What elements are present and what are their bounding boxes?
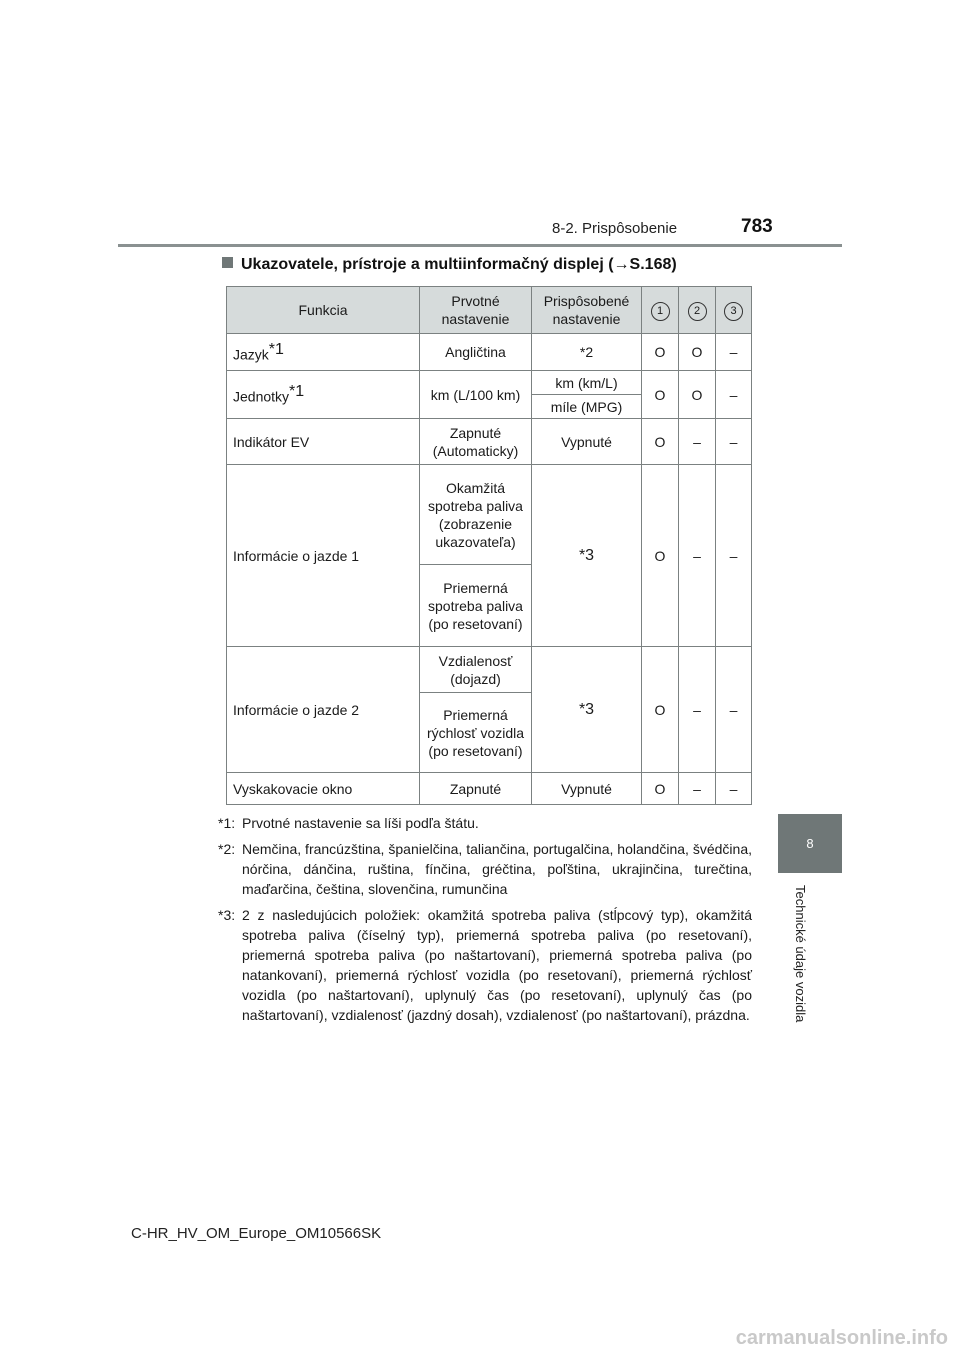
- page-number: 783: [741, 216, 773, 237]
- chapter-tab-label: Technické údaje vozidla: [793, 885, 808, 1023]
- cell-custom: km (km/L): [532, 371, 642, 395]
- cell-c2: –: [679, 773, 716, 805]
- footnote-1: [218, 813, 752, 833]
- square-bullet-icon: [222, 257, 233, 268]
- cell-c2: O: [679, 371, 716, 419]
- cell-custom: míle (MPG): [532, 395, 642, 419]
- document-code: C-HR_HV_OM_Europe_OM10566SK: [131, 1225, 382, 1242]
- cell-c3: –: [716, 419, 752, 465]
- cell-custom: Vypnuté: [532, 419, 642, 465]
- header-col-1: [642, 287, 679, 334]
- cell-c1: O: [642, 334, 679, 371]
- header-function: Funkcia: [227, 287, 420, 334]
- circled-number-1-icon: 1: [651, 302, 670, 321]
- footnote-text: Nemčina, francúzština, španielčina, taliančina, portugalčina, holandčina, švédčina, nórčina, dánčina, ruština, fínčina, gréčtina, poľština, ukrajinčina, turečtina, maďarčina, čeština, slovenčina, rumunčina: [242, 841, 752, 897]
- cell-c3: –: [716, 465, 752, 647]
- circled-number-3-icon: 3: [724, 302, 743, 321]
- cell-function: Jednotky$^{*1}$: [227, 371, 420, 419]
- footnote-2: [218, 839, 752, 899]
- table-row: [227, 334, 752, 371]
- cell-default: Priemerná rýchlosť vozidla (po resetovaní): [420, 693, 532, 773]
- cell-c1: O: [642, 465, 679, 647]
- cell-c1: O: [642, 371, 679, 419]
- section-title: [222, 256, 677, 274]
- watermark: carmanualsonline.info: [735, 1327, 948, 1349]
- cell-c3: –: [716, 647, 752, 773]
- cell-default: Zapnuté (Automaticky): [420, 419, 532, 465]
- header-default: Prvotné nastavenie: [420, 287, 532, 334]
- footnote-mark: *3:: [218, 907, 236, 923]
- footnote-mark: *2:: [218, 841, 236, 857]
- cell-c2: –: [679, 419, 716, 465]
- cell-c3: –: [716, 334, 752, 371]
- cell-custom: *3: [532, 647, 642, 773]
- chapter-tab: 8: [778, 814, 842, 873]
- cell-function: Jazyk$^{*1}$: [227, 334, 420, 371]
- cell-custom: *2: [532, 334, 642, 371]
- section-title-text: Ukazovatele, prístroje a multiinformačný displej (→S.168): [241, 256, 677, 273]
- table-row: [227, 419, 752, 465]
- cell-function: Informácie o jazde 1: [227, 465, 420, 647]
- table-row: [227, 371, 752, 395]
- header-custom: Prispôsobené nastavenie: [532, 287, 642, 334]
- table-row: [227, 465, 752, 565]
- footnote-mark: *1: [289, 383, 305, 401]
- cell-c2: O: [679, 334, 716, 371]
- cell-default: Vzdialenosť (dojazd): [420, 647, 532, 693]
- header-rule: [118, 244, 842, 247]
- cell-default: Angličtina: [420, 334, 532, 371]
- cell-c2: –: [679, 465, 716, 647]
- cell-default: Zapnuté: [420, 773, 532, 805]
- cell-function: Vyskakovacie okno: [227, 773, 420, 805]
- cell-default: km (L/100 km): [420, 371, 532, 419]
- footnote-3: [218, 905, 752, 1025]
- cell-function: Indikátor EV: [227, 419, 420, 465]
- footnotes: [218, 813, 752, 1031]
- footnote-text: Prvotné nastavenie sa líši podľa štátu.: [242, 815, 479, 831]
- cell-custom: *3: [532, 465, 642, 647]
- cell-c3: –: [716, 371, 752, 419]
- cell-c1: O: [642, 419, 679, 465]
- footnote-text: 2 z nasledujúcich položiek: okamžitá spotreba paliva (stĺpcový typ), okamžitá spotreba paliva (číselný typ), priemerná spotreba paliva (po resetovaní), priemerná spotreba paliva (po naštartovaní), priemerná spotreba paliva (po natankovaní), priemerná rýchlosť vozidla (po resetovaní), priemerná rýchlosť vozidla (po naštartovaní), uplynulý čas (po resetovaní), uplynulý čas (po naštartovaní), vzdialenosť (jazdný dosah), vzdialenosť (po naštartovaní), prázdna.: [242, 907, 752, 1023]
- settings-table: [226, 286, 752, 805]
- table-row: [227, 647, 752, 693]
- cell-c1: O: [642, 773, 679, 805]
- section-header: 8-2. Prispôsobenie: [552, 220, 678, 237]
- table-header-row: [227, 287, 752, 334]
- cell-c3: –: [716, 773, 752, 805]
- cell-custom: Vypnuté: [532, 773, 642, 805]
- cell-default: Priemerná spotreba paliva (po resetovaní): [420, 565, 532, 647]
- circled-number-2-icon: 2: [688, 302, 707, 321]
- table-row: [227, 773, 752, 805]
- cell-default: Okamžitá spotreba paliva (zobrazenie ukazovateľa): [420, 465, 532, 565]
- footnote-mark: *1: [268, 340, 284, 358]
- header-col-3: [716, 287, 752, 334]
- cell-c1: O: [642, 647, 679, 773]
- cell-function: Informácie o jazde 2: [227, 647, 420, 773]
- header-col-2: [679, 287, 716, 334]
- cell-c2: –: [679, 647, 716, 773]
- footnote-mark: *1:: [218, 815, 236, 831]
